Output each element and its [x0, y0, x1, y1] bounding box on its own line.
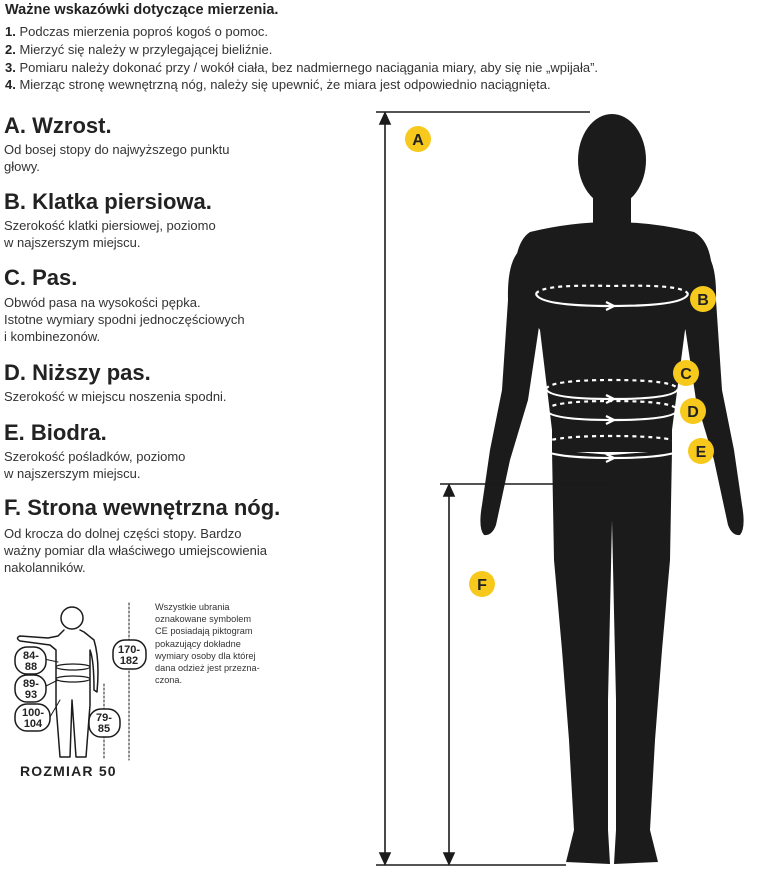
tip-2: 2. Mierzyć się należy w przylegającej bieliźnie. [5, 42, 273, 57]
svg-text:104: 104 [23, 718, 43, 730]
pictogram-head-icon [61, 607, 83, 629]
marker-e-label: E [695, 444, 707, 461]
body-silhouette [480, 114, 743, 864]
svg-text:100-: 100- [21, 707, 45, 719]
section-b-title: B. Klatka piersiowa. [4, 189, 212, 214]
marker-b-label: B [697, 292, 709, 309]
marker-d [680, 398, 706, 424]
svg-text:93: 93 [24, 689, 38, 701]
svg-text:79-: 79- [96, 712, 112, 724]
size-label: ROZMIAR 50 [20, 763, 117, 779]
chest-value-badge [15, 647, 46, 674]
marker-a [405, 126, 431, 152]
tip-3: 3. Pomiaru należy dokonać przy / wokół ciała, bez nadmiernego naciągania miary, aby się nie „wpijała”. [5, 60, 599, 75]
waist-value-badge [15, 675, 46, 702]
section-b-desc: Szerokość klatki piersiowej, poziomo w najszerszym miejscu. [4, 218, 216, 250]
section-a-title: A. Wzrost. [4, 113, 112, 138]
section-d-title: D. Niższy pas. [4, 360, 151, 385]
marker-c-label: C [680, 366, 692, 383]
marker-f-label: F [477, 577, 487, 594]
inseam-value-badge [89, 709, 120, 737]
section-d-desc: Szerokość w miejscu noszenia spodni. [4, 389, 227, 404]
section-e-title: E. Biodra. [4, 420, 107, 445]
svg-text:88: 88 [24, 661, 38, 673]
section-f-title: F. Strona wewnętrzna nóg. [4, 495, 281, 520]
marker-f [469, 571, 495, 597]
tip-4: 4. Mierząc stronę wewnętrzną nóg, należy się upewnić, że miara jest odpowiednio naciągnięta. [5, 77, 551, 92]
marker-a-label: A [412, 132, 424, 149]
svg-text:182: 182 [119, 655, 139, 667]
marker-b [690, 286, 716, 312]
hips-value-badge [15, 704, 50, 731]
marker-c [673, 360, 699, 386]
section-c-title: C. Pas. [4, 265, 78, 290]
marker-e [688, 438, 714, 464]
svg-text:84-: 84- [23, 650, 39, 662]
section-f-desc: Od krocza do dolnej części stopy. Bardzo ważny pomiar dla właściwego umiejscowienia nakolanników. [4, 526, 268, 575]
tip-1: 1. Podczas mierzenia poproś kogoś o pomoc. [5, 24, 269, 39]
marker-d-label: D [687, 404, 699, 421]
svg-text:170-: 170- [117, 644, 141, 656]
height-value-badge [113, 640, 146, 669]
section-e-desc: Szerokość pośladków, poziomo w najszerszym miejscu. [4, 449, 186, 481]
section-a-desc: Od bosej stopy do najwyższego punktu głowy. [4, 142, 230, 174]
section-c-desc: Obwód pasa na wysokości pępka. Istotne wymiary spodni jednoczęściowych i kombinezonów. [4, 295, 245, 344]
ce-note: Wszystkie ubrania oznakowane symbolem CE posiadają piktogram pokazujący dokładne wymiary osoby dla której dana odzież jest przezna- czona. [155, 602, 260, 686]
page-title: Ważne wskazówki dotyczące mierzenia. [5, 2, 279, 18]
svg-text:85: 85 [97, 723, 111, 735]
svg-text:89-: 89- [23, 678, 39, 690]
